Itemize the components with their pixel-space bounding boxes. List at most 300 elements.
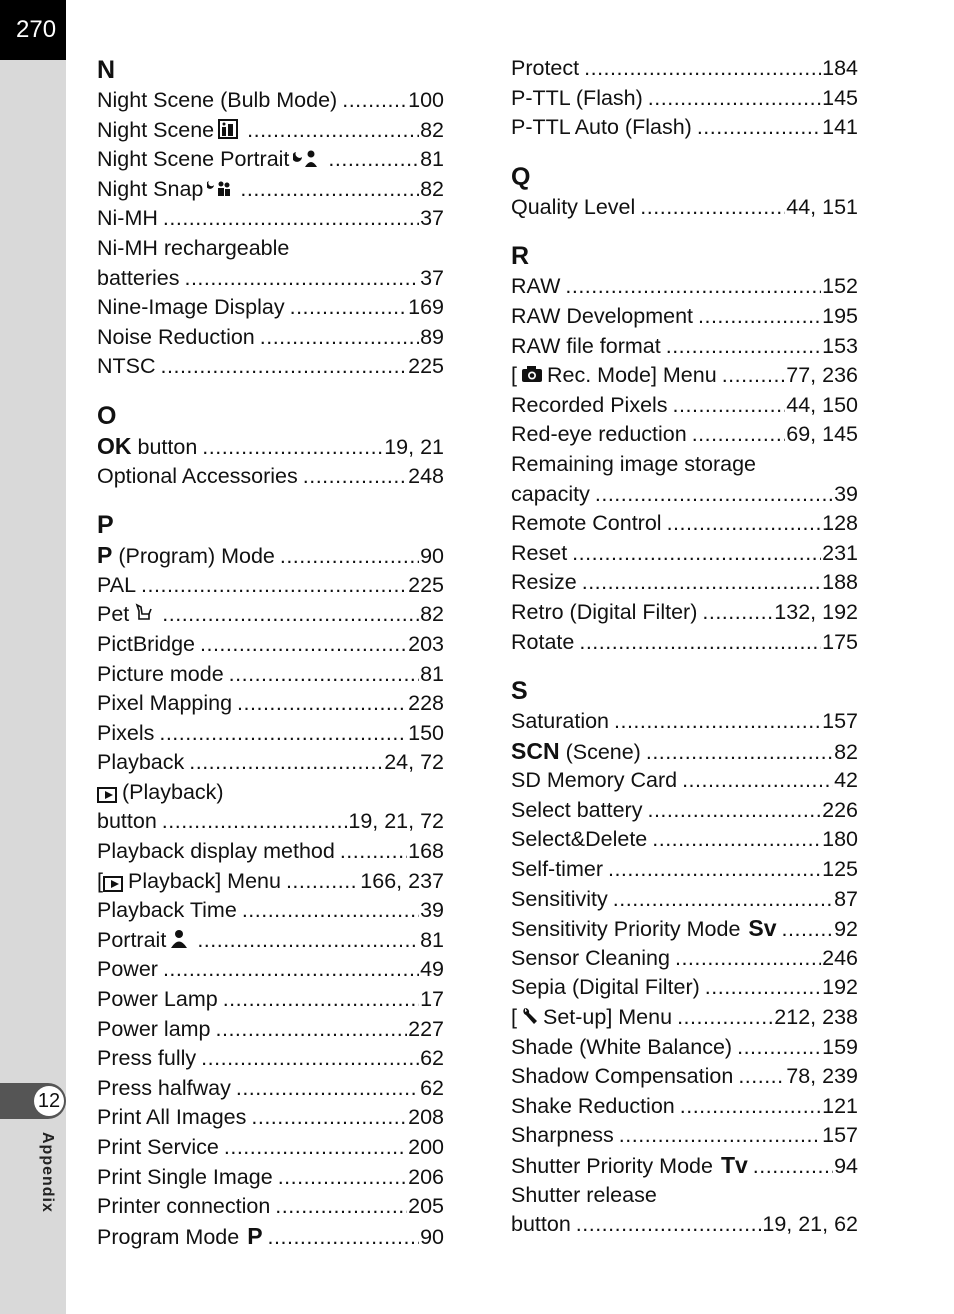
term-text: Shutter Priority Mode	[511, 1154, 713, 1178]
dot-leader	[614, 707, 821, 737]
dot-leader	[584, 54, 821, 84]
dot-leader	[608, 855, 821, 885]
index-entry	[511, 766, 858, 796]
page-reference: 69, 145	[786, 422, 858, 447]
page-reference: 82	[834, 739, 858, 764]
dot-leader	[340, 837, 407, 867]
index-entry	[511, 113, 858, 143]
section-gap	[97, 491, 444, 509]
page-reference: 153	[822, 333, 858, 358]
index-entry	[97, 462, 444, 492]
index-term	[97, 1103, 246, 1133]
index-entry	[511, 1033, 858, 1063]
index-entry	[511, 1003, 858, 1033]
mode-symbol: OK	[97, 432, 132, 459]
index-term	[97, 571, 136, 601]
page-reference: 82	[420, 176, 444, 201]
index-entry	[97, 1015, 444, 1045]
section-gap	[511, 222, 858, 240]
index-entry	[97, 293, 444, 323]
index-entry	[511, 1062, 858, 1092]
camera-icon	[521, 363, 543, 393]
index-term	[511, 1062, 733, 1092]
page-reference: 19, 21, 72	[348, 809, 444, 834]
page-reference: 228	[408, 691, 444, 716]
index-entry	[511, 272, 858, 302]
term-text: Noise Reduction	[97, 324, 255, 349]
index-term	[511, 796, 642, 826]
page-reference: 37	[420, 265, 444, 290]
index-term	[97, 837, 335, 867]
index-entry	[97, 630, 444, 660]
dot-leader	[722, 361, 786, 391]
term-text: Printer connection	[97, 1194, 271, 1219]
dot-leader	[666, 332, 821, 362]
index-term	[97, 264, 179, 294]
playback-box-icon	[97, 780, 120, 810]
page-reference: 157	[822, 1123, 858, 1148]
dot-leader	[141, 571, 407, 601]
index-entry	[97, 748, 444, 778]
dot-leader	[328, 145, 419, 175]
page-reference: 92	[834, 917, 858, 942]
page-reference: 141	[822, 115, 858, 140]
term-text: Print Service	[97, 1135, 219, 1159]
section-gap	[511, 657, 858, 675]
index-term	[511, 598, 697, 628]
page-reference: 246	[822, 945, 858, 970]
page-reference: 152	[822, 274, 858, 299]
index-letter-heading: O	[97, 401, 117, 430]
page-reference: 90	[420, 544, 444, 569]
dot-leader	[280, 542, 419, 572]
term-text: Playback Time	[97, 898, 237, 923]
index-entry	[511, 1181, 858, 1211]
term-text: Sepia (Digital Filter)	[511, 975, 700, 1000]
term-text: Saturation	[511, 709, 610, 734]
page-reference: 100	[408, 88, 444, 112]
term-text: Playback display method	[97, 839, 335, 864]
term-text: Night Scene	[97, 117, 215, 142]
dot-leader	[667, 509, 822, 539]
page-reference: 81	[420, 661, 444, 686]
index-entry	[511, 1121, 858, 1151]
page-reference: 159	[822, 1034, 858, 1059]
index-term	[97, 234, 289, 264]
index-term	[97, 689, 232, 719]
dot-leader	[189, 748, 383, 778]
index-letter-heading: R	[511, 242, 530, 271]
index-entry	[97, 86, 444, 116]
page-reference: 225	[408, 354, 444, 379]
index-term	[97, 86, 337, 116]
index-term	[511, 450, 756, 480]
page-reference: 231	[822, 540, 858, 565]
term-text: Pet	[97, 602, 130, 627]
index-letter-heading: N	[97, 56, 116, 84]
index-entry	[97, 660, 444, 690]
dot-leader	[595, 480, 833, 510]
term-text: Power	[97, 957, 158, 982]
index-entry	[511, 825, 858, 855]
dot-leader	[613, 885, 833, 915]
page-reference: 132, 192	[774, 599, 858, 624]
mode-symbol: P	[247, 1222, 263, 1249]
index-entry	[511, 539, 858, 569]
term-text: RAW	[511, 274, 561, 299]
index-term	[511, 113, 692, 143]
dot-leader	[640, 193, 785, 223]
index-term	[97, 1133, 219, 1163]
index-entry	[97, 867, 444, 897]
term-text: SD Memory Card	[511, 768, 678, 793]
index-entry	[511, 1151, 858, 1181]
index-term	[97, 926, 192, 958]
term-text: Night Scene (Bulb Mode)	[97, 88, 338, 112]
page-reference: 19, 21, 62	[762, 1212, 858, 1237]
page-reference: 212, 238	[774, 1005, 858, 1030]
index-term	[97, 600, 157, 632]
dot-leader	[247, 116, 419, 146]
dot-leader	[240, 175, 419, 205]
mode-symbol: Tv	[720, 1152, 748, 1178]
term-text: Picture mode	[97, 661, 224, 686]
dot-leader	[275, 1192, 407, 1222]
index-letter-heading: S	[511, 677, 528, 706]
page-reference: 49	[420, 957, 444, 982]
page-reference: 200	[408, 1135, 444, 1159]
page-reference: 44, 150	[786, 392, 858, 417]
term-text: Night Scene Portrait	[97, 147, 290, 172]
page-reference: 166, 237	[360, 868, 444, 893]
index-entry	[511, 628, 858, 658]
dot-leader	[698, 302, 821, 332]
index-term	[97, 719, 154, 749]
index-term	[511, 302, 693, 332]
term-text: Rotate	[511, 629, 575, 654]
term-text: P-TTL (Flash)	[511, 85, 643, 110]
dot-leader	[223, 985, 419, 1015]
index-entry	[511, 707, 858, 737]
term-text: Self-timer	[511, 857, 603, 882]
dot-leader	[619, 1121, 821, 1151]
index-term	[511, 973, 700, 1003]
bracket: [	[97, 868, 103, 893]
index-term	[97, 955, 158, 985]
term-text: Retro (Digital Filter)	[511, 599, 698, 624]
dot-leader	[159, 719, 407, 749]
index-term	[97, 1163, 273, 1193]
term-text: Pixels	[97, 720, 155, 745]
page-reference: 89	[420, 324, 444, 349]
chapter-number: 12	[34, 1086, 64, 1116]
mode-symbol: SCN	[511, 737, 560, 764]
index-column-left	[97, 54, 444, 1251]
index-term	[511, 1121, 614, 1151]
night-snap-icon	[207, 177, 231, 207]
term-text: button	[97, 809, 157, 834]
index-entry	[97, 352, 444, 382]
index-term	[97, 778, 224, 810]
index-entry	[511, 332, 858, 362]
dot-leader	[647, 796, 821, 826]
dot-leader	[738, 1062, 785, 1092]
page-reference: 248	[408, 463, 444, 488]
index-entry	[511, 361, 858, 391]
index-entry	[97, 145, 444, 175]
page-reference: 168	[408, 839, 444, 864]
index-term	[97, 807, 157, 837]
index-term	[97, 323, 255, 353]
index-entry	[511, 420, 858, 450]
page-reference: 206	[408, 1164, 444, 1189]
dot-leader	[236, 1074, 419, 1104]
index-entry	[511, 509, 858, 539]
page-number: 270	[0, 0, 66, 60]
index-term	[511, 480, 590, 510]
index-entry	[511, 598, 858, 628]
page-reference: 81	[420, 927, 444, 952]
page-reference: 169	[408, 295, 444, 320]
index-term	[511, 272, 560, 302]
page-reference: 226	[822, 797, 858, 822]
dot-leader	[342, 86, 407, 116]
bracket: [	[511, 363, 517, 388]
dot-leader	[163, 955, 419, 985]
page-reference: 44, 151	[786, 194, 858, 219]
term-text: Print All Images	[97, 1105, 247, 1130]
index-entry	[97, 571, 444, 601]
dot-leader	[197, 926, 419, 956]
page-reference: 77, 236	[786, 363, 858, 388]
dot-leader	[242, 896, 419, 926]
term-text: Night Snap	[97, 176, 204, 201]
dot-leader	[216, 1015, 408, 1045]
dot-leader	[675, 944, 821, 974]
page-reference: 150	[408, 720, 444, 745]
index-term	[511, 737, 641, 768]
dot-leader	[162, 600, 419, 630]
page-reference: 195	[822, 303, 858, 328]
index-term	[97, 1015, 211, 1045]
index-entry	[511, 84, 858, 114]
page-reference: 225	[408, 572, 444, 597]
dot-leader	[229, 660, 419, 690]
term-text: (Playback)	[122, 779, 224, 804]
term-text: Select&Delete	[511, 827, 648, 852]
index-entry	[97, 807, 444, 837]
term-text: NTSC	[97, 354, 156, 379]
term-text: Rec. Mode] Menu	[546, 363, 717, 388]
dot-leader	[286, 867, 359, 897]
index-term	[511, 332, 661, 362]
term-text: Resize	[511, 570, 577, 595]
index-term	[97, 175, 235, 207]
dot-leader	[202, 433, 383, 463]
section-label: Appendix	[39, 1132, 56, 1213]
page-reference: 78, 239	[786, 1064, 858, 1089]
index-term	[511, 766, 677, 796]
dot-leader	[303, 462, 407, 492]
index-term	[97, 116, 242, 148]
dot-leader	[224, 1133, 407, 1163]
index-letter-heading: P	[97, 511, 114, 540]
term-text: Set-up] Menu	[542, 1005, 673, 1030]
index-entry	[97, 264, 444, 294]
page-reference: 37	[420, 206, 444, 231]
dot-leader	[697, 113, 821, 143]
index-entry	[511, 944, 858, 974]
page-reference: 62	[420, 1046, 444, 1071]
index-entry	[511, 973, 858, 1003]
term-text: Portrait	[97, 927, 167, 952]
index-term	[97, 352, 156, 382]
page-reference: 180	[822, 827, 858, 852]
term-text: Reset	[511, 540, 568, 565]
page-reference: 205	[408, 1194, 444, 1219]
dot-leader	[582, 568, 821, 598]
dot-leader	[677, 1003, 773, 1033]
index-term	[511, 1210, 571, 1240]
index-entry	[97, 1074, 444, 1104]
index-term	[97, 985, 218, 1015]
dot-leader	[692, 420, 786, 450]
index-entry	[97, 778, 444, 808]
index-term	[97, 630, 195, 660]
wrench-icon	[521, 1005, 539, 1035]
index-entry	[97, 955, 444, 985]
term-text: Shadow Compensation	[511, 1064, 734, 1089]
dot-leader	[646, 738, 833, 768]
term-text: Sensitivity Priority Mode	[511, 917, 741, 942]
dot-leader	[268, 1223, 420, 1253]
term-text: button	[137, 434, 198, 459]
index-term	[511, 628, 574, 658]
index-term	[97, 1044, 196, 1074]
dot-leader	[260, 323, 419, 353]
term-text: Playback] Menu	[127, 868, 281, 893]
index-entry	[97, 1192, 444, 1222]
page-reference: 94	[834, 1154, 858, 1178]
page-reference: 82	[420, 117, 444, 142]
index-term	[97, 432, 197, 463]
term-text: Recorded Pixels	[511, 392, 668, 417]
index-entry	[97, 837, 444, 867]
page-reference: 121	[822, 1093, 858, 1118]
term-text: Power Lamp	[97, 987, 218, 1012]
term-text: Remaining image storage	[511, 451, 756, 476]
page-reference: 24, 72	[384, 750, 444, 775]
index-entry	[97, 1163, 444, 1193]
index-entry	[511, 480, 858, 510]
index-term	[511, 707, 609, 737]
page-reference: 19, 21	[384, 434, 444, 459]
term-text: Protect	[511, 56, 580, 80]
index-term	[511, 361, 717, 393]
night-scene-portrait-icon	[293, 147, 319, 177]
index-entry	[511, 1210, 858, 1240]
index-entry	[511, 855, 858, 885]
index-term	[97, 867, 281, 899]
page-reference: 175	[822, 629, 858, 654]
index-entry	[97, 323, 444, 353]
index-entry	[511, 737, 858, 767]
term-text: Optional Accessories	[97, 463, 298, 488]
term-text: Sensitivity	[511, 886, 608, 911]
page-reference: 157	[822, 709, 858, 734]
pet-icon	[133, 602, 153, 632]
index-entry	[97, 234, 444, 264]
dot-leader	[237, 689, 407, 719]
index-entry	[97, 985, 444, 1015]
index-term	[511, 1033, 732, 1063]
dot-leader	[251, 1103, 407, 1133]
dot-leader	[652, 825, 821, 855]
index-entry	[511, 568, 858, 598]
index-term	[511, 391, 668, 421]
index-term	[511, 568, 577, 598]
dot-leader	[161, 352, 408, 382]
index-entry	[511, 54, 858, 84]
term-text: Nine-Image Display	[97, 295, 285, 320]
portrait-icon	[170, 928, 188, 958]
index-entry	[97, 432, 444, 462]
index-entry	[97, 600, 444, 630]
term-text: Playback	[97, 750, 185, 775]
term-text: Sharpness	[511, 1123, 614, 1148]
index-term	[511, 509, 662, 539]
term-text: Select battery	[511, 797, 643, 822]
index-letter-heading: Q	[511, 162, 531, 191]
page-reference: 90	[420, 1224, 444, 1249]
term-text: (Scene)	[565, 739, 641, 764]
index-term	[511, 1151, 748, 1182]
term-text: capacity	[511, 481, 590, 506]
dot-leader	[753, 1152, 833, 1182]
page-reference: 192	[822, 975, 858, 1000]
index-entry	[511, 796, 858, 826]
section-gap	[97, 382, 444, 400]
page-reference: 145	[822, 85, 858, 110]
dot-leader	[565, 272, 821, 302]
index-entry	[97, 1044, 444, 1074]
index-term	[97, 896, 237, 926]
dot-leader	[680, 1092, 821, 1122]
dot-leader	[782, 915, 834, 945]
mode-symbol: Sv	[748, 915, 777, 942]
index-term	[511, 855, 603, 885]
dot-leader	[201, 1044, 419, 1074]
index-entry	[97, 1133, 444, 1163]
dot-leader	[290, 293, 408, 323]
page-reference: 62	[420, 1075, 444, 1100]
term-text: Press fully	[97, 1046, 197, 1071]
term-text: RAW file format	[511, 333, 661, 358]
index-entry	[97, 719, 444, 749]
term-text: batteries	[97, 265, 180, 290]
dot-leader	[278, 1163, 407, 1193]
playback-box-icon	[103, 869, 126, 899]
bracket: [	[511, 1005, 517, 1030]
dot-leader	[162, 807, 348, 837]
term-text: PAL	[97, 572, 137, 597]
index-entry	[97, 541, 444, 571]
term-text: Pixel Mapping	[97, 691, 233, 716]
index-term	[97, 660, 224, 690]
index-term	[511, 54, 579, 84]
page-reference: 81	[420, 147, 444, 172]
index-entry	[511, 885, 858, 915]
